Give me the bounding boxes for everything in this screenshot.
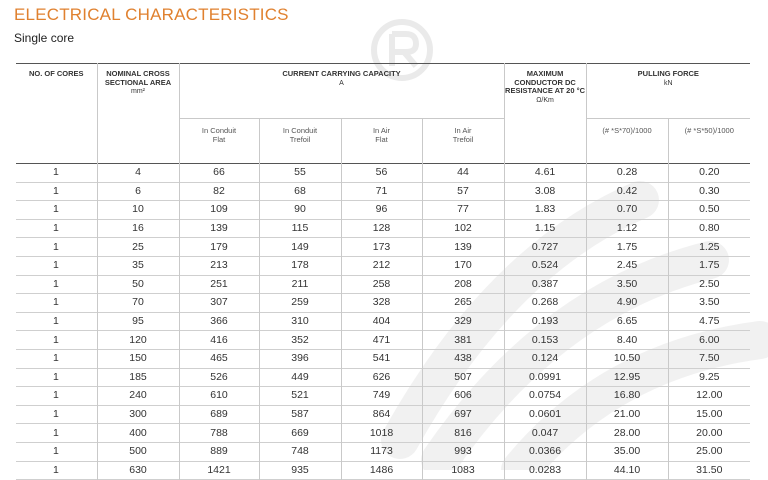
table-cell: 50 — [97, 275, 179, 294]
table-cell: 0.268 — [504, 294, 586, 313]
header-cross-sectional-area: NOMINAL CROSS SECTIONAL AREA mm² — [97, 64, 179, 164]
table-cell: 416 — [179, 331, 259, 350]
table-cell: 0.0366 — [504, 442, 586, 461]
table-cell: 606 — [422, 387, 504, 406]
subheader-in-conduit-flat: In Conduit Flat — [179, 119, 259, 164]
table-cell: 400 — [97, 424, 179, 443]
table-cell: 328 — [341, 294, 422, 313]
table-cell: 1 — [16, 349, 97, 368]
table-cell: 1.15 — [504, 219, 586, 238]
page-subtitle: Single core — [14, 31, 75, 45]
table-row — [16, 349, 750, 368]
table-cell: 1 — [16, 424, 97, 443]
table-cell: 0.30 — [699, 184, 720, 197]
table-cell: 438 — [422, 349, 504, 368]
table-cell: 1 — [16, 312, 97, 331]
table-cell: 1018 — [341, 424, 422, 443]
subheader-pulling-50: (# *S*50)/1000 — [668, 119, 750, 164]
table-cell: 0.42 — [586, 182, 668, 201]
header-no-of-cores: NO. OF CORES — [16, 64, 97, 164]
table-cell: 381 — [422, 331, 504, 350]
table-cell: 56 — [341, 164, 422, 183]
table-cell: 82 — [179, 182, 259, 201]
table-cell: 1.75 — [586, 238, 668, 257]
table-cell: 0.0991 — [504, 368, 586, 387]
table-cell: 96 — [341, 201, 422, 220]
table-row — [16, 256, 750, 275]
table-cell: 2.50 — [699, 277, 720, 290]
table-cell: 10 — [97, 201, 179, 220]
table-cell: 404 — [341, 312, 422, 331]
table-cell: 816 — [422, 424, 504, 443]
table-row — [16, 387, 750, 406]
table-cell: 500 — [97, 442, 179, 461]
page-title: ELECTRICAL CHARACTERISTICS — [14, 5, 289, 24]
table-cell: 170 — [422, 256, 504, 275]
table-cell: 9.25 — [699, 370, 720, 383]
table-cell: 211 — [259, 275, 341, 294]
table-cell: 25 — [97, 238, 179, 257]
table-cell: 0.124 — [504, 349, 586, 368]
table-cell: 1 — [16, 201, 97, 220]
table-cell: 240 — [97, 387, 179, 406]
table-cell: 16 — [97, 219, 179, 238]
table-cell: 265 — [422, 294, 504, 313]
table-cell: 0.193 — [504, 312, 586, 331]
table-cell: 1.12 — [586, 219, 668, 238]
table-cell: 150 — [97, 349, 179, 368]
table-cell: 179 — [179, 238, 259, 257]
table-cell: 1 — [16, 368, 97, 387]
table-cell: 329 — [422, 312, 504, 331]
table-cell: 788 — [179, 424, 259, 443]
table-cell: 300 — [97, 405, 179, 424]
table-cell: 12.00 — [696, 389, 723, 402]
table-cell: 689 — [179, 405, 259, 424]
table-row — [16, 442, 750, 461]
table-cell: 8.40 — [586, 331, 668, 350]
header-max-dc-resistance: MAXIMUM CONDUCTOR DC RESISTANCE AT 20 °C Ω/Km — [504, 64, 586, 164]
table-cell: 521 — [259, 387, 341, 406]
subheader-in-conduit-trefoil: In Conduit Trefoil — [259, 119, 341, 164]
table-cell: 12.95 — [586, 368, 668, 387]
table-row — [16, 368, 750, 387]
table-cell: 90 — [259, 201, 341, 220]
table-cell: 1.83 — [504, 201, 586, 220]
subheader-pulling-70: (# *S*70)/1000 — [586, 119, 668, 164]
table-cell: 185 — [97, 368, 179, 387]
table-cell: 4.61 — [504, 164, 586, 183]
table-cell: 1 — [16, 164, 97, 183]
table-cell: 0.153 — [504, 331, 586, 350]
table-cell: 55 — [259, 164, 341, 183]
table-cell: 6 — [97, 182, 179, 201]
table-cell: 0.20 — [699, 166, 720, 179]
table-cell: 109 — [179, 201, 259, 220]
table-cell: 213 — [179, 256, 259, 275]
electrical-characteristics-table — [16, 63, 750, 480]
table-cell: 669 — [259, 424, 341, 443]
table-row — [16, 275, 750, 294]
table-row — [16, 312, 750, 331]
table-cell: 1 — [16, 461, 97, 480]
table-cell: 1 — [16, 442, 97, 461]
table-cell: 935 — [259, 461, 341, 480]
table-cell: 44.10 — [586, 461, 668, 480]
table-cell: 352 — [259, 331, 341, 350]
table-cell: 0.0601 — [504, 405, 586, 424]
table-cell: 0.70 — [586, 201, 668, 220]
table-cell: 310 — [259, 312, 341, 331]
table-cell: 7.50 — [699, 352, 720, 365]
table-cell: 1.75 — [699, 259, 720, 272]
table-cell: 66 — [179, 164, 259, 183]
table-cell: 626 — [341, 368, 422, 387]
table-cell: 4 — [97, 164, 179, 183]
table-cell: 139 — [422, 238, 504, 257]
table-cell: 889 — [179, 442, 259, 461]
header-pulling-force: PULLING FORCE kN — [586, 64, 750, 119]
table-row — [16, 238, 750, 257]
table-cell: 21.00 — [586, 405, 668, 424]
table-cell: 1 — [16, 331, 97, 350]
table-cell: 449 — [259, 368, 341, 387]
table-cell: 77 — [422, 201, 504, 220]
table-cell: 1083 — [422, 461, 504, 480]
table-cell: 115 — [259, 219, 341, 238]
table-cell: 4.90 — [586, 294, 668, 313]
table-cell: 10.50 — [586, 349, 668, 368]
table-row — [16, 331, 750, 350]
table-cell: 0.727 — [504, 238, 586, 257]
table-cell: 102 — [422, 219, 504, 238]
table-cell: 1421 — [179, 461, 259, 480]
table-cell: 630 — [97, 461, 179, 480]
table-row — [16, 219, 750, 238]
table-cell: 178 — [259, 256, 341, 275]
table-cell: 16.80 — [586, 387, 668, 406]
table-cell: 3.50 — [699, 296, 720, 309]
table-cell: 366 — [179, 312, 259, 331]
table-cell: 44 — [422, 164, 504, 183]
table-cell: 35 — [97, 256, 179, 275]
table-cell: 28.00 — [586, 424, 668, 443]
table-row — [16, 424, 750, 443]
table-cell: 465 — [179, 349, 259, 368]
table-cell: 0.28 — [586, 164, 668, 183]
table-cell: 1 — [16, 294, 97, 313]
table-cell: 1 — [16, 275, 97, 294]
table-cell: 396 — [259, 349, 341, 368]
table-cell: 0.387 — [504, 275, 586, 294]
table-row — [16, 405, 750, 424]
table-cell: 1 — [16, 405, 97, 424]
table-cell: 526 — [179, 368, 259, 387]
table-cell: 587 — [259, 405, 341, 424]
table-cell: 1486 — [341, 461, 422, 480]
table-cell: 70 — [97, 294, 179, 313]
table-cell: 1 — [16, 182, 97, 201]
table-cell: 610 — [179, 387, 259, 406]
table-cell: 0.0283 — [504, 461, 586, 480]
table-cell: 307 — [179, 294, 259, 313]
table-cell: 3.08 — [504, 182, 586, 201]
table-cell: 20.00 — [696, 426, 723, 439]
table-cell: 6.65 — [586, 312, 668, 331]
table-cell: 1 — [16, 387, 97, 406]
table-cell: 697 — [422, 405, 504, 424]
table-cell: 139 — [179, 219, 259, 238]
table-cell: 212 — [341, 256, 422, 275]
table-cell: 541 — [341, 349, 422, 368]
table-cell: 71 — [341, 182, 422, 201]
table-cell: 173 — [341, 238, 422, 257]
table-cell: 35.00 — [586, 442, 668, 461]
table-cell: 748 — [259, 442, 341, 461]
table-cell: 2.45 — [586, 256, 668, 275]
table-cell: 25.00 — [696, 445, 723, 458]
subheader-in-air-trefoil: In Air Trefoil — [422, 119, 504, 164]
table-cell: 0.0754 — [504, 387, 586, 406]
table-cell: 1173 — [341, 442, 422, 461]
table-row — [16, 294, 750, 313]
table-cell: 0.50 — [699, 203, 720, 216]
table-cell: 864 — [341, 405, 422, 424]
table-cell: 15.00 — [696, 408, 723, 421]
table-cell: 251 — [179, 275, 259, 294]
table-row — [16, 164, 750, 183]
table-cell: 3.50 — [586, 275, 668, 294]
table-cell: 471 — [341, 331, 422, 350]
table-cell: 68 — [259, 182, 341, 201]
table-cell: 993 — [422, 442, 504, 461]
table-cell: 1 — [16, 219, 97, 238]
table-cell: 507 — [422, 368, 504, 387]
table-cell: 95 — [97, 312, 179, 331]
table-cell: 0.80 — [699, 222, 720, 235]
table-cell: 0.047 — [504, 424, 586, 443]
table-cell: 149 — [259, 238, 341, 257]
subheader-in-air-flat: In Air Flat — [341, 119, 422, 164]
table-cell: 258 — [341, 275, 422, 294]
table-cell: 208 — [422, 275, 504, 294]
table-cell: 259 — [259, 294, 341, 313]
table-row — [16, 182, 750, 201]
table-cell: 57 — [422, 182, 504, 201]
table-cell: 31.50 — [696, 463, 723, 476]
table-cell: 1 — [16, 256, 97, 275]
table-cell: 4.75 — [699, 315, 720, 328]
table-cell: 0.524 — [504, 256, 586, 275]
table-cell: 1 — [16, 238, 97, 257]
table-cell: 749 — [341, 387, 422, 406]
table-cell: 120 — [97, 331, 179, 350]
table-cell: 6.00 — [699, 333, 720, 346]
table-row — [16, 201, 750, 220]
table-cell: 128 — [341, 219, 422, 238]
table-row — [16, 461, 750, 480]
table-cell: 1.25 — [699, 240, 720, 253]
header-current-carrying-capacity: CURRENT CARRYING CAPACITY A — [179, 64, 504, 119]
